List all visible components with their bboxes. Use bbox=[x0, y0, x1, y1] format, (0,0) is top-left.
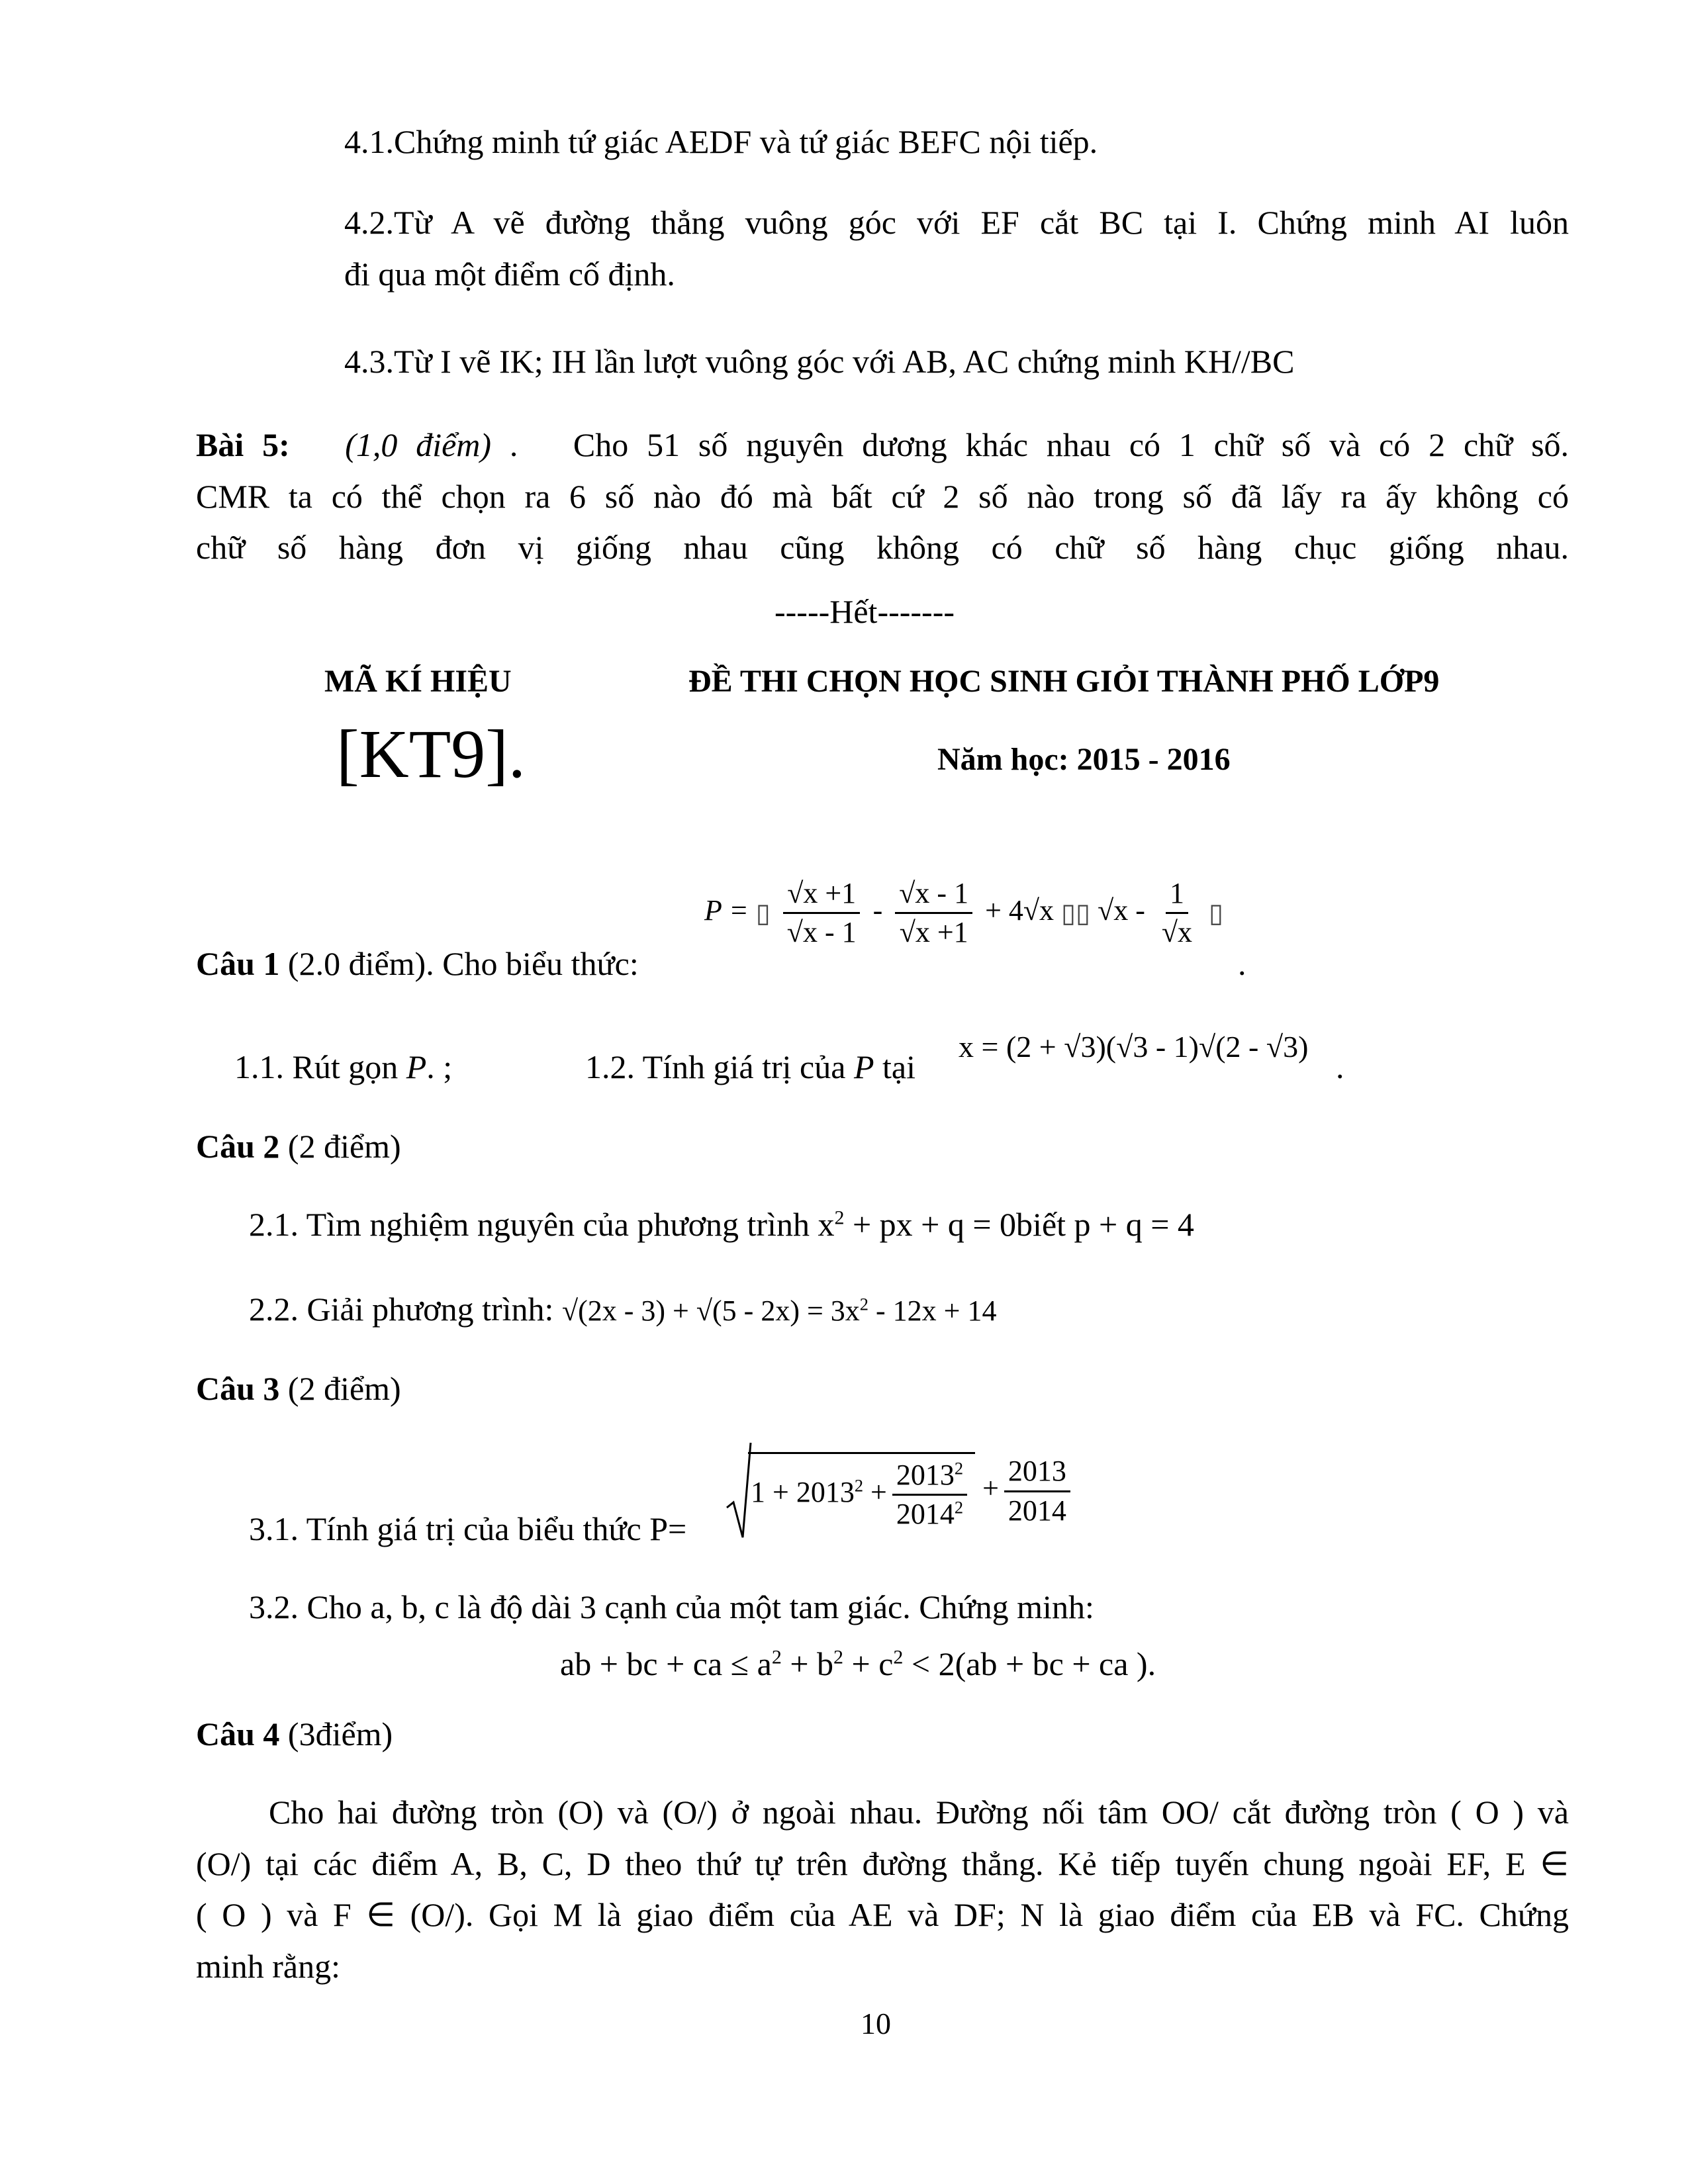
q3-2-formula-d: < 2(ab + bc + ca ). bbox=[903, 1645, 1156, 1682]
q3-2-formula bbox=[560, 1645, 1156, 1684]
cau1-heading bbox=[196, 945, 639, 983]
cau2-label: Câu 2 bbox=[196, 1128, 280, 1165]
bai5-points: (1,0 điểm) bbox=[345, 426, 492, 463]
q1-2 bbox=[585, 1048, 915, 1087]
q2-2-formula-b: - 12x + 14 bbox=[868, 1295, 997, 1327]
cau4-body bbox=[196, 1787, 1569, 1992]
q3-1-exp2: 2 bbox=[954, 1457, 964, 1478]
q2-1-exp: 2 bbox=[834, 1206, 845, 1229]
q1-2-end: tại bbox=[874, 1048, 915, 1085]
bai5-line3: chữ số hàng đơn vị giống nhau cũng không có chữ số hàng chục giống nhau. bbox=[196, 529, 1569, 566]
school-year: Năm học: 2015 - 2016 bbox=[937, 742, 1231, 777]
cau4-rest: (3điểm) bbox=[279, 1715, 393, 1752]
q3-1-frac1-den bbox=[892, 1496, 967, 1530]
cau4-heading bbox=[196, 1715, 393, 1754]
q1-1-text: 1.1. Rút gọn bbox=[234, 1048, 406, 1085]
paren-open-icon: ▯ bbox=[755, 897, 771, 928]
frac-a bbox=[783, 878, 861, 949]
paren-end-icon: ▯ bbox=[1209, 897, 1224, 928]
frac-e bbox=[1158, 878, 1196, 949]
q3-2-exp3: 2 bbox=[893, 1646, 904, 1668]
q3-1-radicand: $1 + 2013^2$ + $\frac{2013^2}{2014^2}$ bbox=[748, 1452, 975, 1531]
bai5 bbox=[196, 420, 1569, 574]
q3-2-formula-b: + b bbox=[781, 1645, 834, 1682]
cau2-heading bbox=[196, 1128, 401, 1166]
q2-1-text: 2.1. Tìm nghiệm nguyên của phương trình x bbox=[249, 1206, 835, 1243]
q3-1-inner: 1 + 2013 bbox=[751, 1475, 855, 1508]
term-c: + 4√x bbox=[985, 893, 1055, 927]
q3-1-frac2-num: 2013 bbox=[1004, 1455, 1070, 1492]
cau4-line1: Cho hai đường tròn (O) và (O/) ở ngoài nhau. Đường nối tâm OO/ cắt đường tròn ( O ) và bbox=[269, 1794, 1569, 1831]
q3-1-exp1: 2 bbox=[854, 1475, 864, 1495]
q3-1-exp3: 2 bbox=[954, 1497, 964, 1518]
cau4-line4: minh rằng: bbox=[196, 1947, 341, 1985]
end-mark: -----Hết------- bbox=[774, 593, 955, 630]
q3-1-frac1 bbox=[892, 1459, 967, 1531]
bai5-text1: Cho 51 số nguyên dương khác nhau có 1 chữ số và có 2 chữ số. bbox=[573, 426, 1570, 463]
paren-close-icon: ▯▯ bbox=[1061, 897, 1091, 928]
q2-2-formula bbox=[562, 1295, 997, 1327]
q4-2-line1: 4.2.Từ A vẽ đường thẳng vuông góc với EF cắt BC tại I. Chứng minh AI luôn bbox=[344, 204, 1569, 241]
q2-1-rest: + px + q = 0biết p + q = 4 bbox=[844, 1206, 1194, 1243]
exam-title: ĐỀ THI CHỌN HỌC SINH GIỎI THÀNH PHỐ LỚP9 bbox=[688, 664, 1440, 699]
page-number: 10 bbox=[861, 2007, 891, 2040]
q3-1-frac1-num bbox=[892, 1459, 967, 1496]
bai5-sep: . bbox=[491, 426, 537, 463]
code-label: MÃ KÍ HIỆU bbox=[324, 664, 512, 699]
q1-2-text: 1.2. Tính giá trị của bbox=[585, 1048, 854, 1085]
frac-a-num: √x +1 bbox=[783, 878, 860, 914]
q1-1 bbox=[234, 1048, 452, 1087]
minus-sign: - bbox=[872, 893, 883, 927]
code-value: [KT9]. bbox=[336, 716, 526, 792]
q1-2-dot: . bbox=[1336, 1048, 1344, 1085]
q3-2-formula-c: + c bbox=[843, 1645, 894, 1682]
q3-1-frac1-den-val: 2014 bbox=[896, 1498, 955, 1530]
bai5-line2: CMR ta có thể chọn ra 6 số nào đó mà bất cứ 2 số nào trong số đã lấy ra ấy không có bbox=[196, 477, 1569, 515]
bai5-line1 bbox=[196, 420, 1569, 471]
q3-1-text: 3.1. Tính giá trị của biểu thức P= bbox=[249, 1510, 687, 1547]
q3-1-frac2-den: 2014 bbox=[1008, 1494, 1066, 1527]
q2-1 bbox=[249, 1206, 1194, 1244]
formula-x: x = (2 + √3)(√3 - 1)√(2 - √3) bbox=[959, 1030, 1309, 1064]
frac-b bbox=[895, 878, 972, 949]
frac-e-num: 1 bbox=[1166, 878, 1188, 914]
cau1-dot: . bbox=[1238, 945, 1246, 982]
cau2-rest: (2 điểm) bbox=[279, 1128, 401, 1165]
cau3-label: Câu 3 bbox=[196, 1370, 280, 1407]
cau3-heading bbox=[196, 1370, 401, 1408]
q4-2-line2: đi qua một điểm cố định. bbox=[344, 255, 675, 293]
frac-b-den: √x +1 bbox=[899, 916, 968, 949]
q3-2-exp1: 2 bbox=[771, 1646, 782, 1668]
cau4-label: Câu 4 bbox=[196, 1715, 280, 1752]
q3-2-exp2: 2 bbox=[833, 1646, 844, 1668]
cau1-label: Câu 1 bbox=[196, 945, 280, 982]
frac-b-num: √x - 1 bbox=[895, 878, 972, 914]
q3-1-frac1-num-val: 2013 bbox=[896, 1458, 955, 1491]
q2-2-text: 2.2. Giải phương trình: bbox=[249, 1291, 562, 1328]
q3-1-frac2 bbox=[1004, 1455, 1070, 1527]
bai5-label: Bài 5: bbox=[196, 426, 290, 463]
cau4-line3: ( O ) và F ∈ (O/). Gọi M là giao điểm của AE và DF; N là giao điểm của EB và FC. Chứng bbox=[196, 1896, 1569, 1933]
q3-2: 3.2. Cho a, b, c là độ dài 3 cạnh của một tam giác. Chứng minh: bbox=[249, 1588, 1094, 1625]
term-d: √x - bbox=[1098, 893, 1145, 927]
q2-2-formula-a: √(2x - 3) + √(5 - 2x) = 3x bbox=[561, 1295, 860, 1327]
formula-P bbox=[704, 878, 1223, 949]
q2-2 bbox=[249, 1291, 996, 1329]
cau4-line2: (O/) tại các điểm A, B, C, D theo thứ tự trên đường thẳng. Kẻ tiếp tuyến chung ngoài EF, E ∈ bbox=[196, 1844, 1569, 1882]
formula-P-lhs: P = bbox=[704, 893, 749, 927]
q4-3: 4.3.Từ I vẽ IK; IH lần lượt vuông góc với AB, AC chứng minh KH//BC bbox=[344, 343, 1295, 380]
q4-1: 4.1.Chứng minh tứ giác AEDF và tứ giác BEFC nội tiếp. bbox=[344, 123, 1098, 160]
q3-2-formula-a: ab + bc + ca ≤ a bbox=[560, 1645, 772, 1682]
q3-1-formula: $1 + 2013^2$ + $\frac{2013^2}{2014^2}$ + $\frac{2013}{2014}$ bbox=[726, 1441, 1076, 1541]
cau3-rest: (2 điểm) bbox=[279, 1370, 401, 1407]
frac-e-den: √x bbox=[1161, 916, 1193, 949]
q1-2-var: P bbox=[853, 1048, 874, 1085]
q2-2-exp: 2 bbox=[859, 1294, 868, 1314]
q1-1-end: . ; bbox=[426, 1048, 453, 1085]
cau1-rest: (2.0 điểm). Cho biểu thức: bbox=[279, 945, 639, 982]
q1-1-var: P bbox=[406, 1048, 427, 1085]
frac-a-den: √x - 1 bbox=[786, 916, 857, 949]
q4-2 bbox=[344, 197, 1569, 300]
